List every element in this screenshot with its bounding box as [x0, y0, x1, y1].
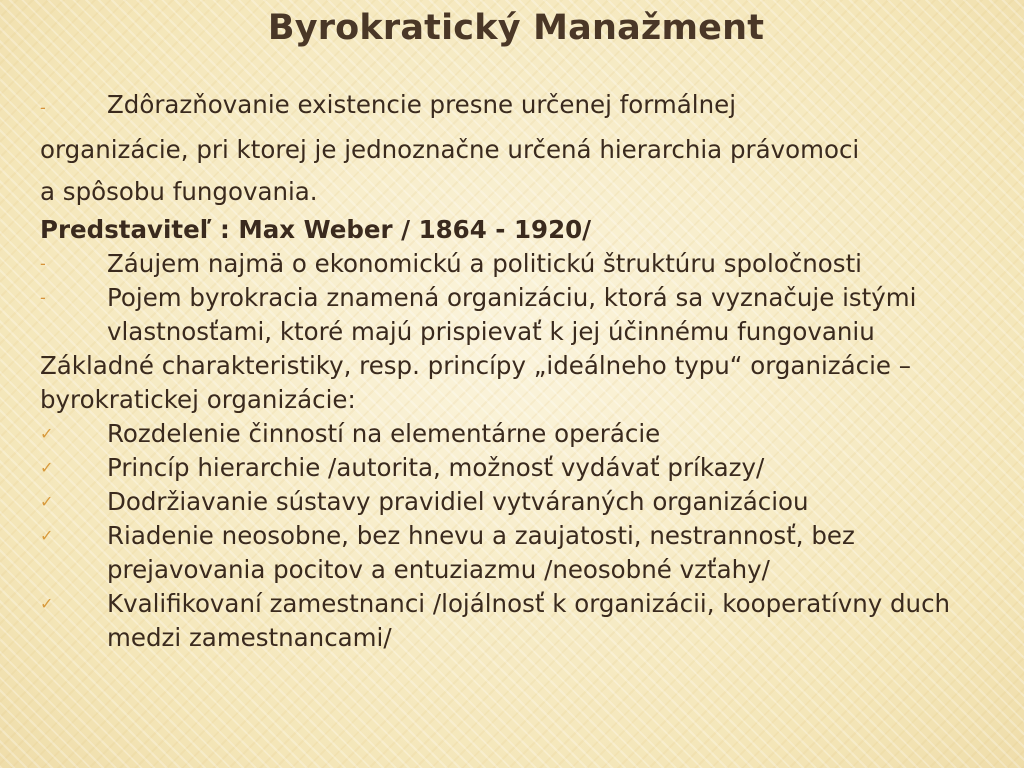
list-item-text: Kvalifikovaní zamestnanci /lojálnosť k organizácii, kooperatívny duch medzi zamestnancami/	[107, 589, 951, 652]
intro-text: Zdôrazňovanie existencie presne určenej formálnej organizácie, pri ktorej je jednoznačne určená hierarchia právomoci a spôsobu fungovania.	[40, 90, 860, 206]
representative-line: Predstaviteľ : Max Weber / 1864 - 1920/	[40, 215, 592, 244]
list-item-text: Riadenie neosobne, bez hnevu a zaujatosti, nestrannosť, bez prejavovania pocitov a entuziazmu /neosobné vzťahy/	[107, 521, 855, 584]
check-list-item	[40, 587, 1020, 655]
slide-title: Byrokratický Manažment	[267, 8, 765, 48]
dash-bullet-icon: -	[40, 98, 46, 117]
checkmark-icon: ✓	[40, 458, 54, 477]
list-item-text: Pojem byrokracia znamená organizáciu, ktorá sa vyznačuje istými vlastnosťami, ktoré majú prispievať k jej účinnému fungovaniu	[107, 283, 917, 346]
check-list-item	[40, 485, 1020, 519]
checkmark-icon: ✓	[40, 424, 54, 443]
dash-bullet-icon: -	[40, 288, 46, 307]
check-list-item	[40, 451, 1020, 485]
checkmark-icon: ✓	[40, 594, 54, 613]
check-list-item	[40, 519, 1020, 587]
list-item-text: Záujem najmä o ekonomickú a politickú štruktúru spoločnosti	[107, 249, 862, 278]
list-item-text: Rozdelenie činností na elementárne operácie	[107, 419, 661, 448]
list-item-text: Princíp hierarchie /autorita, možnosť vydávať príkazy/	[107, 453, 765, 482]
checkmark-icon: ✓	[40, 492, 54, 511]
checkmark-icon: ✓	[40, 526, 54, 545]
dash-bullet-icon: -	[40, 254, 46, 273]
check-list-item	[40, 417, 1020, 451]
list-item-text: Dodržiavanie sústavy pravidiel vytváraných organizáciou	[107, 487, 809, 516]
dash-list-item	[40, 281, 1020, 349]
slide-body	[40, 84, 1020, 655]
dash-list-item	[40, 247, 1020, 281]
intro-paragraph	[40, 84, 870, 213]
principles-heading: Základné charakteristiky, resp. princípy „ideálneho typu“ organizácie – byrokratickej organizácie:	[40, 351, 912, 414]
